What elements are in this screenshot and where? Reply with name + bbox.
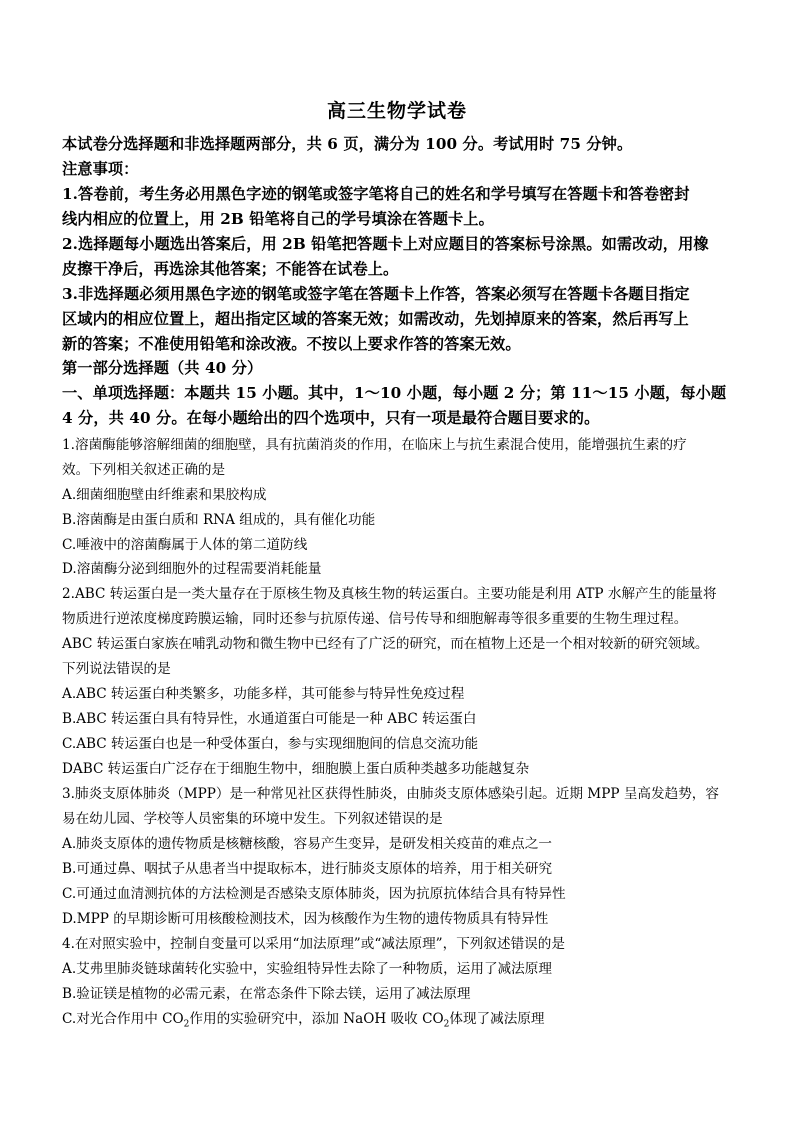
question-line: 物质进行逆浓度梯度跨膜运输，同时还参与抗原传递、信号传导和细胞解毒等很多重要的生物生理过程。 bbox=[62, 611, 688, 627]
question-line: 1.溶菌酶能够溶解细菌的细胞壁，具有抗菌消炎的作用，在临床上与抗生素混合使用，能增强抗生素的疗 bbox=[62, 437, 687, 453]
question-line: 4.在对照实验中，控制自变量可以采用“加法原理”或“减法原理”，下列叙述错误的是 bbox=[62, 936, 565, 952]
option-line: C.可通过血清测抗体的方法检测是否感染支原体肺炎，因为抗原抗体结合具有特异性 bbox=[62, 886, 566, 902]
option-text: C.对光合作用中 CO bbox=[62, 1011, 184, 1027]
part-heading: 第一部分选择题（共 40 分） bbox=[62, 359, 263, 377]
notice-heading: 注意事项： bbox=[62, 160, 139, 178]
question-line: ABC 转运蛋白家族在哺乳动物和微生物中已经有了广泛的研究，而在植物上还是一个相对较新的研究领域。 bbox=[62, 636, 709, 652]
page-title: 高三生物学试卷 bbox=[326, 100, 467, 122]
option-line: B.ABC 转运蛋白具有特异性，水通道蛋白可能是一种 ABC 转运蛋白 bbox=[62, 711, 477, 727]
option-line: A.细菌细胞壁由纤维素和果胶构成 bbox=[62, 487, 267, 503]
option-line: B.溶菌酶是由蛋白质和 RNA 组成的，具有催化功能 bbox=[62, 512, 376, 528]
notice-line: 线内相应的位置上，用 2B 铅笔将自己的学号填涂在答题卡上。 bbox=[62, 210, 494, 228]
option-line: D.溶菌酶分泌到细胞外的过程需要消耗能量 bbox=[62, 561, 322, 577]
option-line: B.可通过鼻、咽拭子从患者当中提取标本，进行肺炎支原体的培养，用于相关研究 bbox=[62, 861, 553, 877]
option-line: A.艾弗里肺炎链球菌转化实验中，实验组特异性去除了一种物质，运用了减法原理 bbox=[62, 961, 552, 977]
question-line: 效。下列相关叙述正确的是 bbox=[62, 462, 226, 478]
option-text: 体现了减法原理 bbox=[449, 1011, 545, 1027]
intro-text: 本试卷分选择题和非选择题两部分，共 6 页，满分为 100 分。考试用时 75 分钟。 bbox=[62, 135, 633, 153]
option-line: C.唾液中的溶菌酶属于人体的第二道防线 bbox=[62, 537, 308, 553]
option-line: C.ABC 转运蛋白也是一种受体蛋白，参与实现细胞间的信息交流功能 bbox=[62, 736, 479, 752]
option-line: A.ABC 转运蛋白种类繁多，功能多样，其可能参与特异性免疫过程 bbox=[62, 686, 465, 702]
notice-line: 3.非选择题必须用黑色字迹的钢笔或签字笔在答题卡上作答，答案必须写在答题卡各题目指定 bbox=[62, 285, 690, 303]
option-line: D.MPP 的早期诊断可用核酸检测技术，因为核酸作为生物的遗传物质具有特异性 bbox=[62, 911, 549, 927]
notice-line: 2.选择题每小题选出答案后，用 2B 铅笔把答题卡上对应题目的答案标号涂黑。如需改动，用橡 bbox=[62, 235, 709, 253]
question-line: 3.肺炎支原体肺炎（MPP）是一种常见社区获得性肺炎，由肺炎支原体感染引起。近期 MPP 呈高发趋势，容 bbox=[62, 786, 719, 802]
option-line bbox=[62, 1007, 545, 1030]
option-line: A.肺炎支原体的遗传物质是核糖核酸，容易产生变异，是研发相关疫苗的难点之一 bbox=[62, 836, 552, 852]
option-text: 作用的实验研究中，添加 NaOH 吸收 CO bbox=[189, 1011, 444, 1027]
option-line: DABC 转运蛋白广泛存在于细胞生物中，细胞膜上蛋白质种类越多功能越复杂 bbox=[62, 761, 530, 777]
notice-line: 1.答卷前，考生务必用黑色字迹的钢笔或签字笔将自己的姓名和学号填写在答题卡和答卷密封 bbox=[62, 185, 690, 203]
notice-line: 区域内的相应位置上，超出指定区域的答案无效；如需改动，先划掉原来的答案，然后再写上 bbox=[62, 310, 689, 328]
subscript: 2 bbox=[443, 1019, 450, 1030]
notice-line: 皮擦干净后，再选涂其他答案；不能答在试卷上。 bbox=[62, 260, 399, 278]
notice-line: 新的答案；不准使用铅笔和涂改液。不按以上要求作答的答案无效。 bbox=[62, 335, 521, 353]
subscript: 2 bbox=[183, 1019, 190, 1030]
question-line: 2.ABC 转运蛋白是一类大量存在于原核生物及真核生物的转运蛋白。主要功能是利用 ATP 水解产生的能量将 bbox=[62, 586, 717, 602]
question-line: 下列说法错误的是 bbox=[62, 661, 171, 677]
section-instruction: 一、单项选择题：本题共 15 小题。其中，1～10 小题，每小题 2 分；第 11～15 小题，每小题 bbox=[62, 384, 727, 402]
section-instruction: 4 分，共 40 分。在每小题给出的四个选项中，只有一项是最符合题目要求的。 bbox=[62, 409, 600, 427]
question-line: 易在幼儿园、学校等人员密集的环境中发生。下列叙述错误的是 bbox=[62, 811, 443, 827]
option-line: B.验证镁是植物的必需元素，在常态条件下除去镁，运用了减法原理 bbox=[62, 986, 471, 1002]
